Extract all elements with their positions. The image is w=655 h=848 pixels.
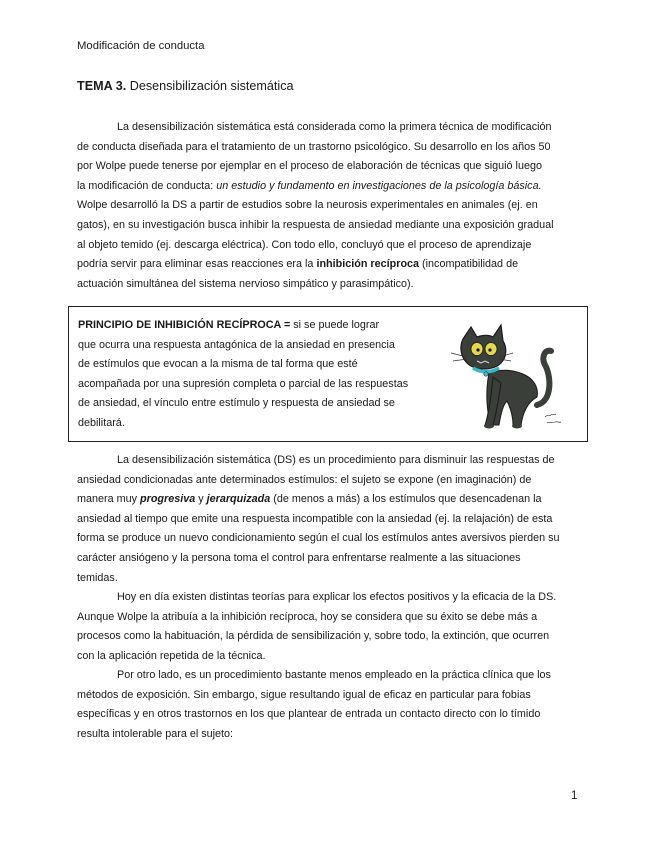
text-line: debilitará. [78,416,125,429]
text-line: ansiedad al tiempo que emite una respuesta incompatible con la ansiedad (ej. la relajación) de esta [77,512,553,525]
text-line: podría servir para eliminar esas reacciones era la inhibición recíproca (incompatibilidad de [77,258,519,271]
running-header: Modificación de conducta [77,40,205,52]
text-line: por Wolpe puede tenerse por ejemplar en el proceso de elaboración de técnicas que siguió luego [77,160,542,173]
page-number: 1 [571,790,578,802]
principle-definition [78,316,428,434]
emphasis-text: un estudio y fundamento en investigaciones de la psicología básica. [216,179,542,192]
text-line: forma se produce un nuevo condicionamiento según el cual los estímulos antes aversivos pierden su [77,532,560,545]
text-line: de conducta diseñada para el tratamiento de un trastorno psicológico. Su desarrollo en los años 50 [77,140,551,153]
text-line: de estímulos que evocan a la misma de tal forma que esté [78,358,358,371]
principle-box [68,306,588,442]
text-line: Hoy en día existen distintas teorías para explicar los efectos positivos y la eficacia de la DS. [117,591,557,603]
emphasis-text: progresiva [140,493,196,506]
text-line: carácter ansiógeno y la persona toma el control para enfrentarse realmente a las situaciones [77,551,521,564]
key-term: inhibición recíproca [316,258,420,271]
text-line: acompañada por una supresión completa o parcial de las respuestas [78,377,409,390]
emphasis-text: jerarquizada [206,493,271,506]
text-line: temidas. [77,571,118,584]
text-line: La desensibilización sistemática está considerada como la primera técnica de modificación [117,121,552,133]
text-line: específicas y en otros trastornos en los que plantear de entrada un contacto directo con lo tímido [77,708,541,721]
text-line: PRINCIPIO DE INHIBICIÓN RECÍPROCA = si se puede lograr [78,319,380,331]
text-line: procesos como la habituación, la pérdida de sensibilización y, sobre todo, la extinción, que ocurren [77,630,550,643]
text-line: con la aplicación repetida de la técnica. [77,649,266,662]
text-line: ansiedad condicionadas ante determinados estímulos: el sujeto se expone (en imaginación) de [77,473,532,486]
text-line: Wolpe desarrolló la DS a partir de estudios sobre la neurosis experimentales en animales (ej. en [77,199,538,212]
ds-paragraph [77,451,576,588]
section-name: Desensibilización sistemática [129,79,294,93]
text-line: actuación simultánea del sistema nervioso simpático y parasimpático). [77,277,414,290]
theories-paragraph [77,588,576,666]
principle-term: PRINCIPIO DE INHIBICIÓN RECÍPROCA = [78,319,291,331]
text-line: Aunque Wolpe la atribuía a la inhibición recíproca, hoy se considera que su éxito se debe más a [77,610,538,623]
section-number: TEMA 3. [77,79,127,93]
intro-paragraph [77,118,576,294]
text-line: métodos de exposición. Sin embargo, sigue resultando igual de eficaz en particular para fobias [77,688,531,701]
text-line: que ocurra una respuesta antagónica de la ansiedad en presencia [78,338,395,351]
text-line: Por otro lado, es un procedimiento bastante menos empleado en la práctica clínica que los [117,669,551,681]
text-line: al objeto temido (ej. descarga eléctrica). Con todo ello, concluyó que el proceso de aprendizaje [77,238,532,251]
usage-paragraph [77,666,576,744]
text-line: de ansiedad, el vínculo entre estímulo y respuesta de ansiedad se [78,397,395,410]
text-line: manera muy progresiva y jerarquizada (de menos a más) a los estímulos que desencadenan la [77,493,542,506]
black-cat-illustration [441,313,581,437]
text-line: La desensibilización sistemática (DS) es un procedimiento para disminuir las respuestas de [117,454,555,466]
text-line: gatos), en su investigación busca inhibir la respuesta de ansiedad mediante una exposición gradual [77,218,554,231]
section-title [77,79,294,93]
text-line: la modificación de conducta: un estudio y fundamento en investigaciones de la psicología básica. [77,179,542,192]
text-line: resulta intolerable para el sujeto: [77,727,234,740]
